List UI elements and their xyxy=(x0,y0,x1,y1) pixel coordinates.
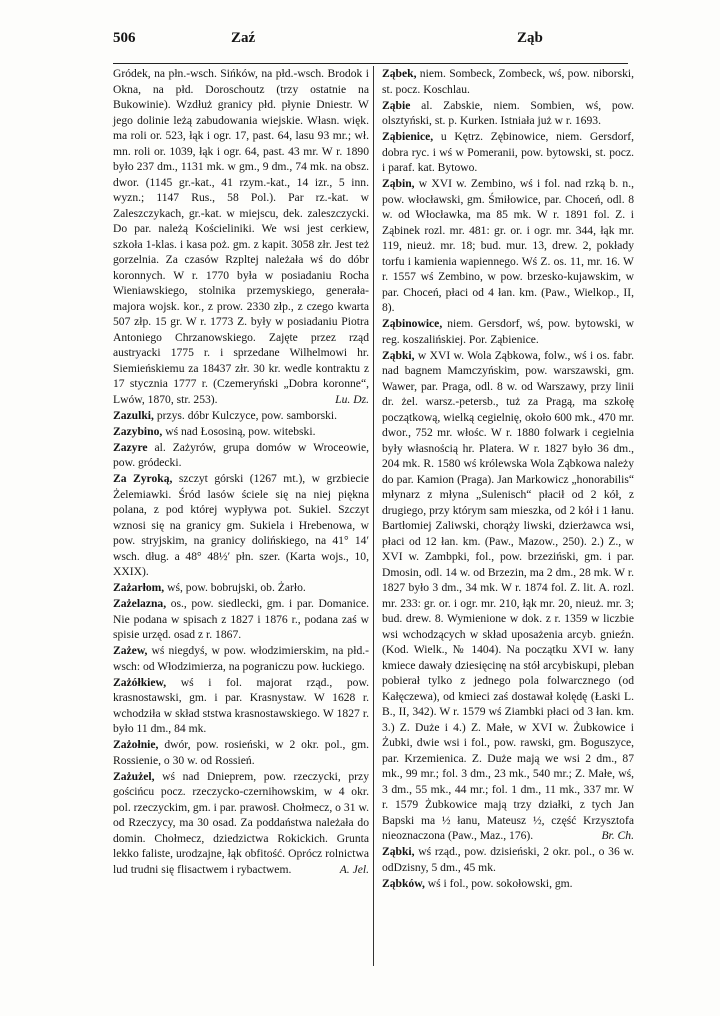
entry-headword: Ząbków, xyxy=(382,876,425,890)
entry-text: wś rząd., pow. dzisieński, 2 okr. pol., o 36 w. odDzisny, 5 dm., 45 mk. xyxy=(382,845,634,874)
dictionary-entry xyxy=(382,98,634,129)
dictionary-entry xyxy=(113,424,369,440)
entry-headword: Ząbienice, xyxy=(382,130,434,143)
dictionary-entry xyxy=(113,675,369,737)
entry-text: wś nad Łososiną, pow. witebski. xyxy=(162,424,316,438)
entry-text: w XVI w. Wola Ząbkowa, folw., wś i os. fabr. nad bagnem Mamczyńskim, pow. warszawski, gm. Wawer, par. Praga, odl. 8 w. od Warszawy, przy linii dr. żel. warsz.-petersb., tuż za Pragą, ma szkołę początkową, wielką cegielnię, około 600 mk., 470 mr. dwor., 752 mr. włośc. W r. 1880 folwark i cegielnia były własnością hr. Platera. W r. 1827 było 36 dm., 204 mk. R. 1580 wś królewska Wola Ząbkowa należy do par. Kamion (Praga). Jan Markowicz „honorabilis“ młynarz z młyna „Sulenisch“ płacił od 2 kół, z drugiego, przy którym sam mieszka, od 2 kół i 1 łanu. Bartłomiej Zaliwski, chorąży liwski, dzierżawca wsi, płaci od 12 łan. km. (Paw., Mazow., 250). 2.) Z., w XVI w. Zambpki, fol., pow. brzeziński, gm. i par. Dmosin, odl. 14 w. od Brzezin, ma 2 dm., 28 mk. W r. 1827 było 3 dm., 34 mk. W r. 1874 fol. Z. lit. A. rozl. mr. 233: gr. or. i ogr. mr. 210, łąk mr. 20, nieuż. mr. 3; bud. drew. 8. Wymienione w dok. z r. 1359 w liczbie wsi wchodzących w skład uposażenia arcyb. gnieźn. (Kod. Wielk., № 1404). Na początku XVI w. łany kmiece dawały dziesięcinę na stół arcybiskupi, pleban pobierał tylko z jednego pola folwarcznego (od Kałęczewa), od kmieci zaś dostawał kolędę (Łaski L. B., II, 342). W r. 1579 wś Ziambki płaci od 3 łan. km. 3.) Z. Duże i 4.) Z. Małe, w XVI w. Żubkowice i Żubki, dwie wsi i fol., pow. rawski, gm. Boguszyce, par. Krzemienica. Z. Duże mają we wsi 2 dm., 87 mk., 99 mr.; fol. 3 dm., 23 mk., 540 mr.; Z. Małe, wś, 3 dm., 55 mk., 44 mr.; fol. 1 dm., 11 mk., 337 mr. W r. 1579 Żubkowice mają trzy działki, z tych Jan Bapski ma ½ łanu, Mateusz ½, część Krzysztofa nieoznaczona (Paw., Maz., 176). xyxy=(382,348,634,842)
dictionary-entry xyxy=(382,316,634,347)
column-divider xyxy=(373,66,374,966)
page-number: 506 xyxy=(113,30,136,46)
author-signature: Br. Ch. xyxy=(601,829,634,842)
entry-headword: Zażużel, xyxy=(113,769,155,783)
dictionary-entry xyxy=(382,176,634,316)
entry-headword: Zażelazna, xyxy=(113,597,167,610)
dictionary-entry xyxy=(382,129,634,176)
dictionary-entry xyxy=(113,769,369,878)
right-column xyxy=(382,66,634,891)
dictionary-entry xyxy=(113,471,369,580)
entry-text: u Kętrz. Zębinowice, niem. Gersdorf, dobra ryc. i wś w Pomeranii, pow. bytowski, st. pocz. i paraf. kat. Bytowo. xyxy=(382,130,634,174)
entry-headword: Zażółkiew, xyxy=(113,675,167,689)
entry-text: wś i fol. majorat rząd., pow. krasnostawski, gm. i par. Krasnystaw. W 1628 r. wchodziła w skład ststwa krasnostawskiego. W 1827 r. było 11 dm., 84 mk. xyxy=(113,675,369,735)
dictionary-entry xyxy=(113,580,369,596)
entry-text: Gródek, na płn.-wsch. Sińków, na płd.-wsch. Brodok i Okna, na płd. Doroschoutz (trzy ostatnie na Bukowinie). Wzdłuż granicy płd. płynie Dniestr. W jego dolinie leżą zabudowania wiejskie. Własn. więk. ma roli or. 523, łąk i ogr. 17, past. 64, lasu 93 mr.; wł. mn. roli or. 1039, łąk i ogr. 64, past. 43 mr. W r. 1890 było 237 dm., 1131 mk. w gm., 9 dm., 74 mk. na obsz. dwor. (1145 gr.-kat., 41 rzym.-kat., 14 izr., 5 inn. wyzn.; 1147 Rus., 58 Pol.). Par rz.-kat. w Zaleszczykach, gr.-kat. w miejscu, dek. zaleszczycki. Do par. należą Kościeliniki. We wsi jest cerkiew, szkoła 1-klas. i kasa poż. gm. z kapit. 3058 złr. Jest też gorzelnia. Za czasów Rzpltej należała wś do dóbr koronnych. W r. 1770 była w posiadaniu Rocha Wieniawskiego, stolnika przemyskiego, generała-majora wojsk. kor., z prow. 2330 złp., z czego kwarta 507 złp. 15 gr. W r. 1773 Z. były w posiadaniu Piotra Antoniego Chrzanowskiego. Zajęte przez rząd austryacki 1775 r. i sprzedane Wilhelmowi hr. Siemieńskiemu za 18437 złr. 30 kr. wedle kontraktu z 17 stycznia 1777 r. (Czemeryński „Dobra koronne“, Lwów, 1870, str. 253). xyxy=(113,67,369,406)
entry-headword: Ząbin, xyxy=(382,177,415,190)
entry-headword: Ząbki, xyxy=(382,348,415,362)
entry-text: wś nad Dnieprem, pow. rzeczycki, przy gościńcu pocz. rzeczycko-czernihowskim, w 4 okr. pol. rzeczyckim, gm. i par. prawosł. Chołmecz, o 31 w. od Rzeczycy, ma 30 osad. Za poddaństwa należała do domin. Chołmecz, dziedzictwa Rokickich. Grunta lekko faliste, urodzajne, łąk obfitość. Oprócz rolnictwa lud trudni się flisactwem i rybactwem. xyxy=(113,769,369,876)
entry-text: os., pow. siedlecki, gm. i par. Domanice. Nie podana w spisach z 1827 i 1876 r., podana zaś w spisie urzęd. osad z r. 1867. xyxy=(113,597,369,641)
entry-headword: Ząbek, xyxy=(382,67,417,80)
dictionary-entry xyxy=(113,737,369,768)
entry-text: wś niegdyś, w pow. włodzimierskim, na płd.-wsch: od Włodzimierza, na pograniczu pow. łuckiego. xyxy=(113,644,369,673)
dictionary-entry xyxy=(382,66,634,97)
entry-headword: Zazybino, xyxy=(113,424,163,438)
dictionary-entry xyxy=(113,66,369,407)
entry-text: dwór, pow. rosieński, w 2 okr. pol., gm. Rossienie, o 30 w. od Rossień. xyxy=(113,738,369,767)
running-header xyxy=(113,30,628,54)
entry-headword: Zazyre xyxy=(113,440,148,454)
dictionary-entry xyxy=(382,876,634,892)
entry-text: w XVI w. Zembino, wś i fol. nad rzką b. n., pow. włocławski, gm. Śmiłowice, par. Choceń, odl. 8 w. od Włocławka, ma 85 mk. W r. 1891 fol. Z. i Ząbinek rozl. mr. 481: gr. or. i ogr. mr. 344, łąk mr. 119, nieuż. mr. 18; bud. mur. 13, drew. 2, pokłady torfu i kamienia wapiennego. Wś Z. os. 11, mr. 16. W r. 1557 wś Zembino, w pow. brzesko-kujawskim, w par. Choceń, płaci od 4 łan. km. (Paw., Wielkop., II, 8). xyxy=(382,177,634,314)
dictionary-entry xyxy=(113,408,369,424)
dictionary-entry xyxy=(382,844,634,875)
entry-text: wś, pow. bobrujski, ob. Żarło. xyxy=(164,581,306,594)
author-signature: Lu. Dz. xyxy=(335,392,369,406)
entry-text: niem. Gersdorf, wś, pow. bytowski, w reg. koszalińskiej. Por. Ząbienice. xyxy=(382,317,634,346)
entry-headword: Ząbinowice, xyxy=(382,317,443,330)
entry-headword: Zażarłom, xyxy=(113,581,165,594)
left-column xyxy=(113,66,369,877)
right-guide-word: Ząb xyxy=(517,30,543,46)
entry-headword: Zażew, xyxy=(113,644,148,657)
entry-text: szczyt górski (1267 mt.), w grzbiecie Żelemiawki. Śród lasów ściele się na niej piękna polana, z pod której wypływa pot. Sukiel. Szczyt wznosi się na granicy gm. Sukiela i Hrebenowa, w pow. stryjskim, na granicy dolińskiego, na 41° 14′ wsch. dług. a 48° 48½′ płn. szer. (Karta wojs., 10, XXIX). xyxy=(113,472,370,578)
left-guide-word: Zaź xyxy=(231,30,256,46)
entry-headword: Ząbki, xyxy=(382,845,415,858)
entry-headword: Ząbie xyxy=(382,98,411,112)
entry-text: wś i fol., pow. sokołowski, gm. xyxy=(424,876,573,890)
entry-text: przys. dóbr Kulczyce, pow. samborski. xyxy=(153,408,338,422)
author-signature: A. Jel. xyxy=(339,862,369,876)
dictionary-entry xyxy=(113,440,369,471)
dictionary-entry xyxy=(382,348,634,844)
entry-text: al. Zażyrów, grupa domów w Wroceowie, pow. gródecki. xyxy=(113,440,369,469)
entry-headword: Zażołnie, xyxy=(113,738,159,751)
dictionary-entry xyxy=(113,643,369,674)
entry-headword: Zazulki, xyxy=(113,408,154,422)
dictionary-entry xyxy=(113,596,369,643)
entry-headword: Za Zyroką, xyxy=(113,472,173,485)
header-rule xyxy=(113,63,628,64)
entry-text: al. Zabskie, niem. Sombien, wś, pow. olsztyński, st. p. Kurken. Istniała już w r. 1693. xyxy=(382,98,634,127)
entry-text: niem. Sombeck, Zombeck, wś, pow. niborski, st. pocz. Koschlau. xyxy=(382,67,634,96)
